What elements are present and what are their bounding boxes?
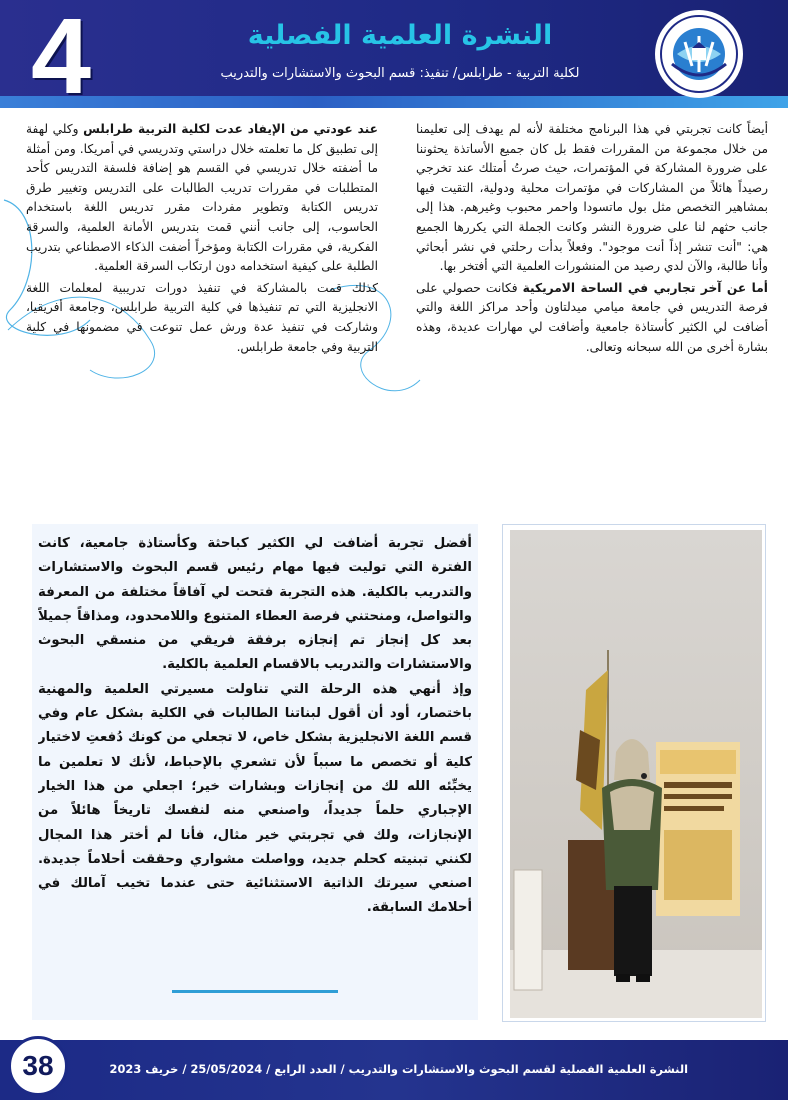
quote-paragraph: أفضل تجربة أضافت لي الكثير كباحثة وكأستاذة جامعية، كانت الفترة التي توليت فيها مهام رئيس قسم البحوث والاستشارات والتدريب بالكلية. هذه التجربة فتحت لي آفاقاً مختلفة من المعرفة والتواصل، ومنحتني فرصة العطاء المتنوع واللامحدود، ومذاقاً جميلاً بعد كل إنجاز تم إنجازه برفقة فريقي من منسقي البحوث والاستشارات والتدريب بالاقسام العلمية بالكلية.	[38, 536, 472, 673]
faculty-logo-icon	[652, 8, 746, 100]
paragraph: كذلك قمت بالمشاركة في تنفيذ دورات تدريبية لمعلمات اللغة الانجليزية التي تم تنفيذها في كلية التربية طرابلس، وجامعة أفريقيا، وشاركت في تنفيذ عدة ورش عمل تنوعت في مضمونها في كلية التربية وفي جامعة طرابلس.	[26, 280, 378, 354]
paragraph-body: فكانت حصولي على فرصة التدريس في جامعة ميامي ميدلتاون وأحد مراكز اللغة والتي أضافت لي الكثير كأستاذة جامعية وأضافت لي مهارات عديدة، وهذه بشارة أخرى من الله سبحانه وتعالى.	[416, 280, 768, 354]
paragraph	[416, 279, 768, 357]
article-column-left	[26, 120, 378, 500]
bulletin-title: النشرة العلمية الفصلية	[247, 20, 553, 51]
page-number: 38	[22, 1050, 54, 1081]
issue-number: 4	[30, 0, 92, 116]
quote-paragraph: وإذ أنهي هذه الرحلة التي تناولت مسيرتي العلمية والمهنية باختصار، أود أن أقول لبناتنا الطالبات في الكلية بشكل عام وفي قسم اللغة الانجليزية بشكل خاص، لا تجعلي من كونك دُفعتِ لاختيار كلية أو تخصص ما سبباً لأن تشعري بالإحباط، لأنك لا تعلمين ما يخبِّئه الله لك من إنجازات وبشارات خير؛ اجعلي من هذا الخيار الإجباري حلماً جديداً، واصنعي منه لنفسك تاريخاً هائلاً من الإنجازات، ولك في تجربتي خير مثال، فأنا لم أختر هذا المجال لكنني تبنيته كحلم جديد، وواصلت مشواري وحققت أحلاماً جديدة. اصنعي سيرتك الذاتية الاستثنائية حتى عندما تخيب آمالك في أحلامك السابقة.	[38, 681, 472, 916]
bulletin-subtitle: لكلية التربية - طرابلس/ تنفيذ: قسم البحوث والاستشارات والتدريب	[220, 66, 580, 81]
footer-text: النشرة العلمية الفصلية لقسم البحوث والاستشارات والتدريب / العدد الرابع / 25/05/2024 / خريف 2023	[109, 1062, 688, 1076]
paragraph: أيضاً كانت تجربتي في هذا البرنامج مختلفة لأنه لم يهدف إلى تعليمنا من خلال مجموعة من المقررات فقط بل كان جميع الأساتذة يحثوننا على ضرورة المشاركة في المؤتمرات، حيث صرتُ أمتلك عند تخرجي رصيداً هائلاً من المشاركات في مؤتمرات محلية ودولية، التقيت فيها بمشاهير التخصص مثل بول ماتسودا واحمر محبوب وغيرهم. هذا إلى جانب حثهم لنا على ضرورة النشر وكانت الجملة التي يكررها الجميع هي: "أنت تنشر إذاً أنت موجود". وفعلاً بدأت رحلتي في نشر أبحاثي وأنا طالبة، والآن لدي رصيد من المنشورات العلمية التي أفتخر بها.	[416, 122, 768, 274]
paragraph	[26, 120, 378, 277]
paragraph-lead: عند عودتي من الإيفاد عدت لكلية التربية طرابلس	[83, 122, 378, 136]
paragraph-body: وكلي لهفة إلى تطبيق كل ما تعلمته خلال دراستي وتدريسي في أمريكا. ومن أمثلة ما أضفته خلال تدريسي في القسم هو إضافة فلسفة التدريس كأحد المتطلبات في مقررات تدريب الطالبات على التدريس وتغيير طرق تدريس الكتابة وتطوير مفردات مقرر تدريس اللغة باستخدام الحاسوب، إلى جانب أنني قمت بتدريس الأمانة العلمية، والسرقة الفكرية، في مقررات الكتابة ومؤخراً أضفت الذكاء الاصطناعي بتدريب الطلبة على كيفية استخدامه دون ارتكاب السرقة العلمية.	[26, 122, 378, 274]
paragraph-lead: أما عن آخر تجاربي في الساحة الامريكية	[522, 280, 768, 295]
article-column-right	[416, 120, 768, 500]
speaker-photo	[510, 530, 762, 1018]
quote-text	[38, 532, 472, 992]
quote-underline	[172, 990, 338, 993]
